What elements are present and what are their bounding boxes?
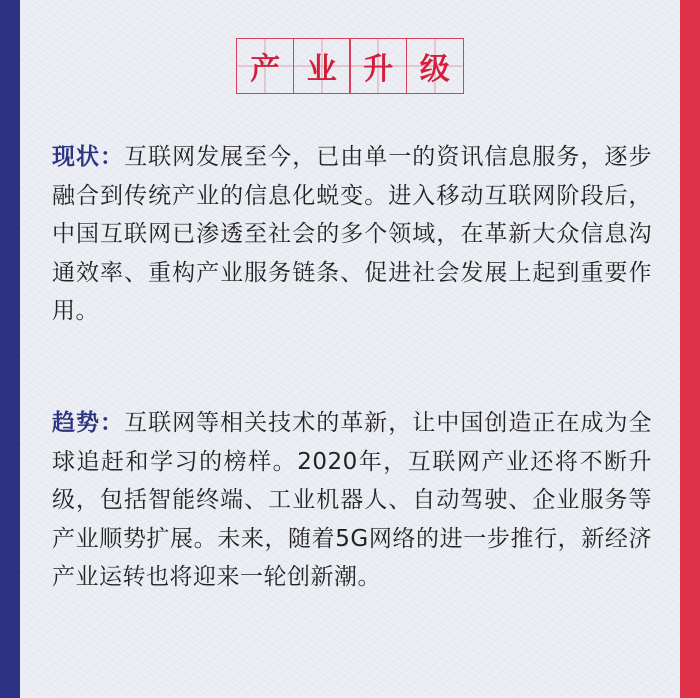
section-status-text: 互联网发展至今，已由单一的资讯信息服务，逐步融合到传统产业的信息化蜕变。进入移动互联网阶段后，中国互联网已渗透至社会的多个领域，在革新大众信息沟通效率、重构产业服务链条、促进社会发展上起到重要作用。 [52,144,652,324]
title-char-4: 级 [406,38,464,94]
title-banner [0,38,700,94]
right-red-stripe [680,0,700,698]
left-blue-stripe [0,0,20,698]
title-grid [236,38,464,94]
title-char-1: 产 [236,38,294,94]
title-char-2: 业 [293,38,351,94]
section-trend-text: 互联网等相关技术的革新，让中国创造正在成为全球追赶和学习的榜样。2020年，互联网产业还将不断升级，包括智能终端、工业机器人、自动驾驶、企业服务等产业顺势扩展。未来，随着5G网络的进一步推行，新经济产业运转也将迎来一轮创新潮。 [52,410,652,590]
title-char-3: 升 [349,38,407,94]
section-trend [52,404,652,597]
section-status [52,138,652,331]
section-trend-label: 趋势： [52,410,125,436]
section-status-label: 现状： [52,144,125,170]
